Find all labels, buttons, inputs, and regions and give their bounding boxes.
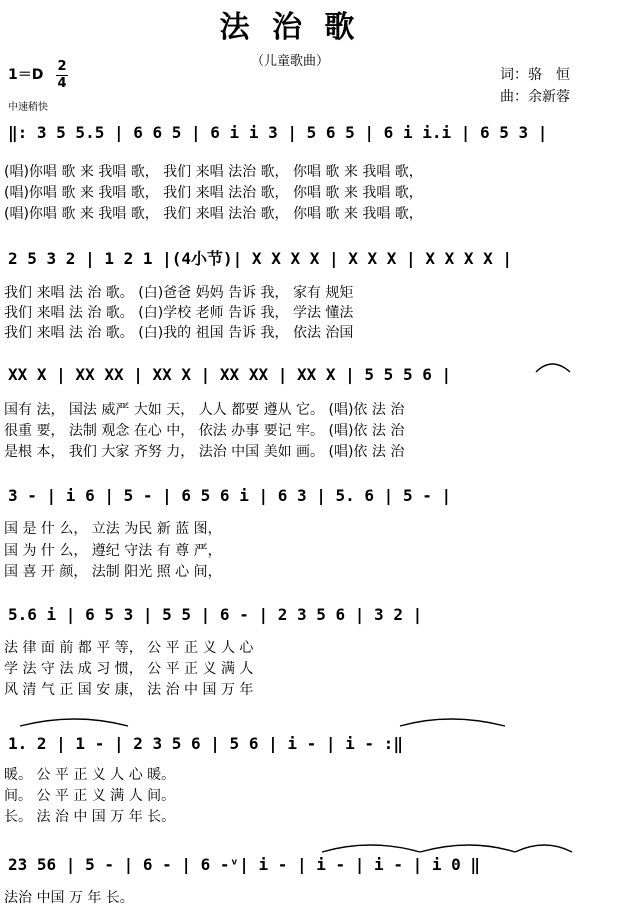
notation-line: 3 - | i 6 | 5 - | 6 5 6 i | 6 3 | 5. 6 | 5 - | bbox=[8, 486, 452, 505]
tie-arc bbox=[322, 845, 420, 852]
lyric-line: (唱)你唱 歌 来 我唱 歌， 我们 来唱 法治 歌， 你唱 歌 来 我唱 歌， bbox=[4, 164, 423, 180]
tie-arc bbox=[20, 719, 128, 726]
lyric-line: 国有 法， 国法 威严 大如 天， 人人 都要 遵从 它。 (唱)依 法 治 bbox=[4, 402, 405, 418]
lyric-line: 法 律 面 前 都 平 等， 公 平 正 义 人 心 bbox=[4, 640, 254, 656]
lyric-line: 我们 来唱 法 治 歌。 (白)我的 祖国 告诉 我， 依法 治国 bbox=[4, 325, 354, 341]
lyric-line: 学 法 守 法 成 习 惯， 公 平 正 义 满 人 bbox=[4, 661, 254, 677]
lyric-line: 风 清 气 正 国 安 康， 法 治 中 国 万 年 bbox=[4, 682, 254, 698]
song-title: 法 治 歌 bbox=[219, 10, 361, 45]
lyric-line: 我们 来唱 法 治 歌。 (白)学校 老师 告诉 我， 学法 懂法 bbox=[4, 305, 354, 321]
lyric-line: 是根 本， 我们 大家 齐努 力， 法治 中国 美如 画。 (唱)依 法 治 bbox=[4, 444, 405, 460]
tie-arc bbox=[420, 845, 515, 852]
notation-line: 5.6 i | 6 5 3 | 5 5 | 6 - | 2 3 5 6 | 3 2 | bbox=[8, 605, 423, 624]
tempo-marking: 中速稍快 bbox=[8, 102, 48, 113]
notation-line: 1. 2 | 1 - | 2 3 5 6 | 5 6 | i - | i - :‖ bbox=[8, 734, 403, 753]
notation-line: ‖: 3 5 5.5 | 6 6 5 | 6 i i 3 | 5 6 5 | 6 i i.i | 6 5 3 | bbox=[8, 123, 548, 142]
composer-credit: 曲：余新蓉 bbox=[500, 89, 570, 105]
time-signature-top: 2 bbox=[57, 59, 67, 74]
lyric-line: 间。 公 平 正 义 满 人 间。 bbox=[4, 788, 176, 804]
tie-arc bbox=[400, 719, 505, 726]
key-signature: 1＝D bbox=[8, 67, 44, 83]
lyric-line: 国 是 什 么， 立法 为民 新 蓝 图， bbox=[4, 521, 222, 537]
lyric-line: 很重 要， 法制 观念 在心 中， 依法 办事 要记 牢。 (唱)依 法 治 bbox=[4, 423, 405, 439]
lyric-line: 我们 来唱 法 治 歌。 (白)爸爸 妈妈 告诉 我， 家有 规矩 bbox=[4, 285, 354, 301]
lyric-line: 法治 中国 万 年 长。 bbox=[4, 890, 134, 906]
lyric-line: (唱)你唱 歌 来 我唱 歌， 我们 来唱 法治 歌， 你唱 歌 来 我唱 歌， bbox=[4, 185, 423, 201]
notation-line: 23 56 | 5 - | 6 - | 6 -ᵛ| i - | i - | i - | i 0 ‖ bbox=[8, 855, 481, 874]
notation-line: XX X | XX XX | XX X | XX XX | XX X | 5 5 5 6 | bbox=[8, 365, 452, 384]
lyric-line: 长。 法 治 中 国 万 年 长。 bbox=[4, 809, 176, 825]
song-subtitle: （儿童歌曲） bbox=[250, 54, 329, 69]
lyric-line: 国 喜 开 颜， 法制 阳光 照 心 间， bbox=[4, 564, 222, 580]
notation-line: 2 5 3 2 | 1 2 1 |(4小节)| X X X X | X X X | X X X X | bbox=[8, 249, 513, 268]
lyric-line: 暖。 公 平 正 义 人 心 暖。 bbox=[4, 767, 176, 783]
lyric-line: (唱)你唱 歌 来 我唱 歌， 我们 来唱 法治 歌， 你唱 歌 来 我唱 歌， bbox=[4, 206, 423, 222]
time-signature-bottom: 4 bbox=[57, 76, 67, 91]
tie-arc bbox=[536, 364, 570, 372]
tie-arc bbox=[515, 845, 572, 852]
lyricist-credit: 词：骆 恒 bbox=[500, 67, 570, 83]
lyric-line: 国 为 什 么， 遵纪 守法 有 尊 严， bbox=[4, 543, 222, 559]
